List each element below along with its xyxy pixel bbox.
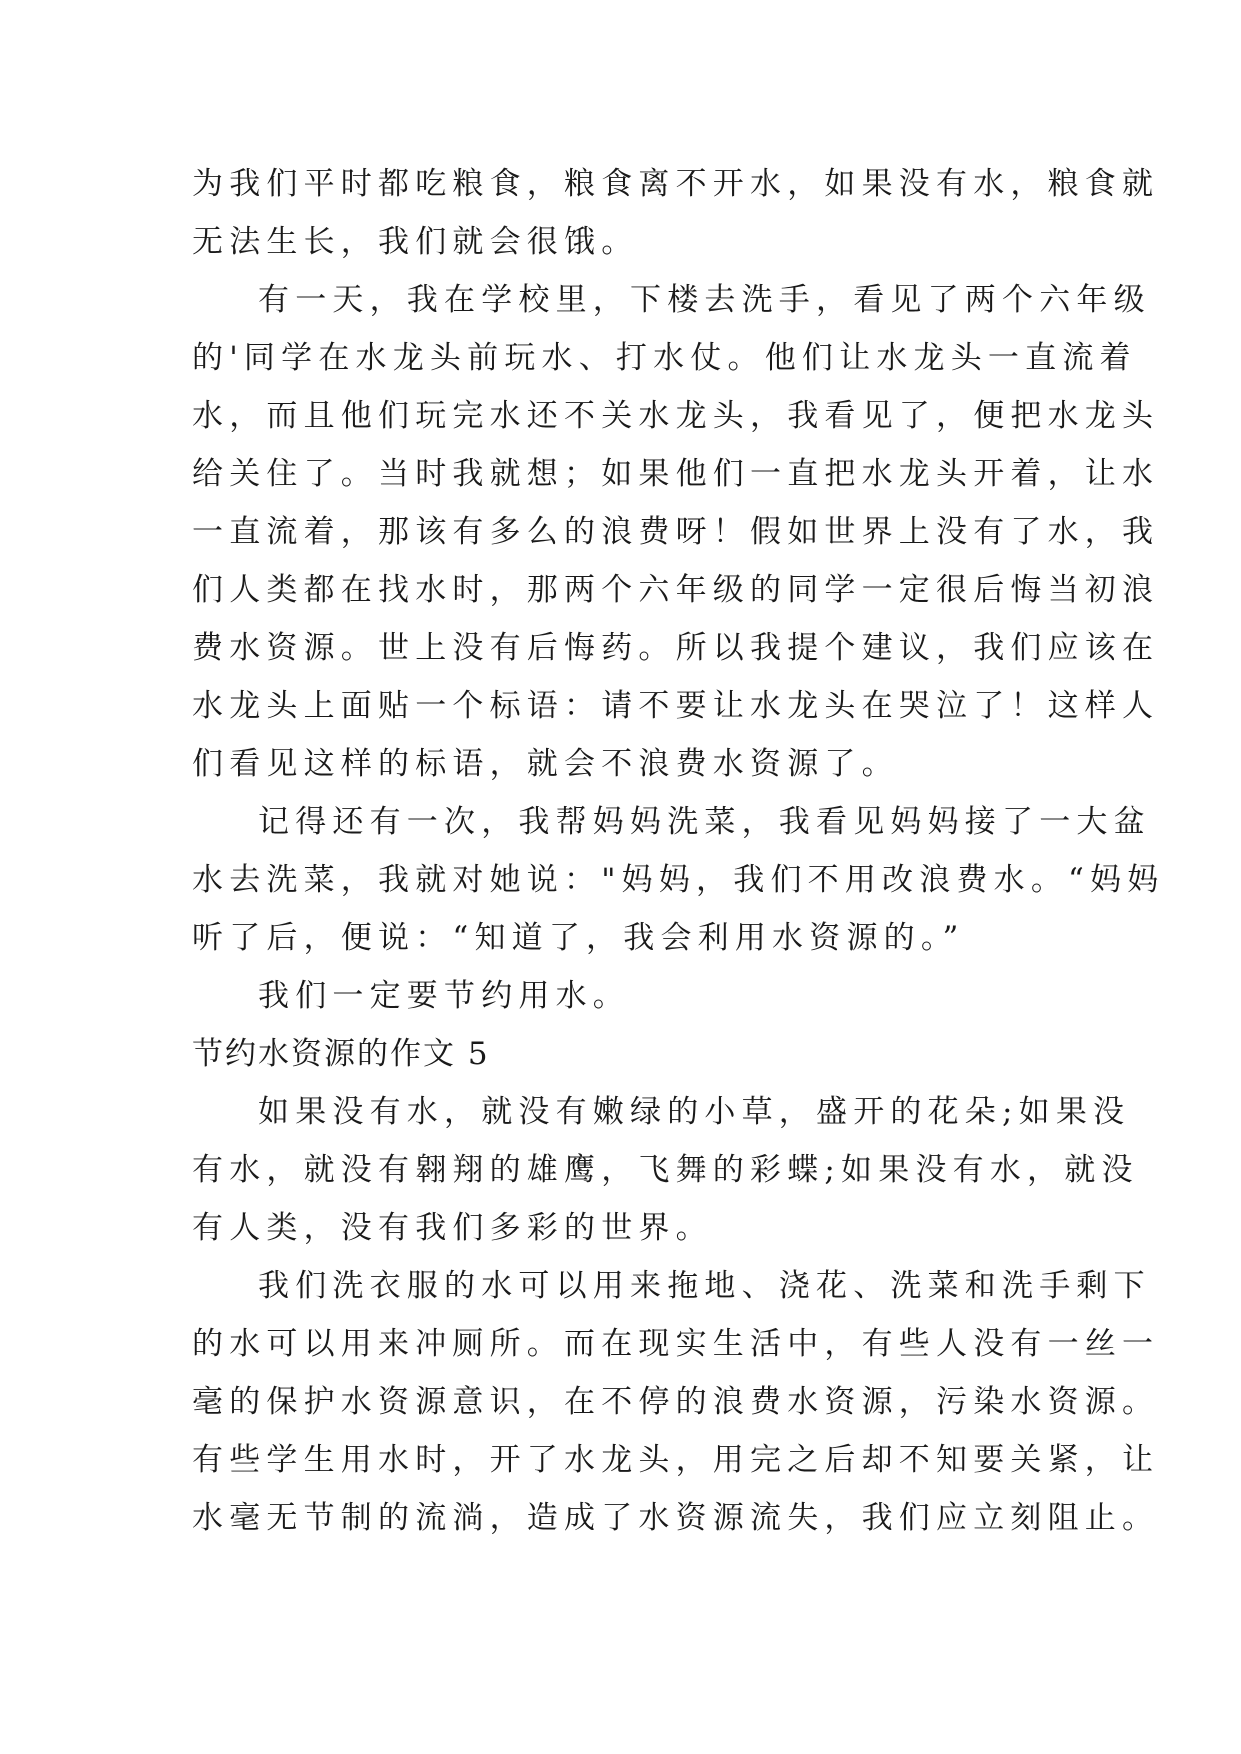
text-line: 的'同学在水龙头前玩水、打水仗。他们让水龙头一直流着 — [192, 340, 1137, 376]
paragraph-start-line: 记得还有一次，我帮妈妈洗菜，我看见妈妈接了一大盆 — [258, 804, 1151, 840]
text-line: 听了后，便说：“知道了，我会利用水资源的。” — [192, 920, 965, 956]
text-line: 水，而且他们玩完水还不关水龙头，我看见了，便把水龙头 — [192, 398, 1160, 434]
text-line: 有人类，没有我们多彩的世界。 — [192, 1210, 713, 1246]
text-line: 给关住了。当时我就想；如果他们一直把水龙头开着，让水 — [192, 456, 1160, 492]
text-line: 有水，就没有翱翔的雄鹰，飞舞的彩蝶;如果没有水，就没 — [192, 1152, 1139, 1188]
section-heading: 节约水资源的作文 5 — [192, 1036, 490, 1072]
text-line: 水龙头上面贴一个标语：请不要让水龙头在哭泣了！这样人 — [192, 688, 1160, 724]
paragraph-start-line: 有一天，我在学校里，下楼去洗手，看见了两个六年级 — [258, 282, 1151, 318]
paragraph-start-line: 我们洗衣服的水可以用来拖地、浇花、洗菜和洗手剩下 — [258, 1268, 1151, 1304]
paragraph-start-line: 我们一定要节约用水。 — [258, 978, 630, 1014]
text-line: 毫的保护水资源意识，在不停的浪费水资源，污染水资源。 — [192, 1384, 1160, 1420]
text-line: 为我们平时都吃粮食，粮食离不开水，如果没有水，粮食就 — [192, 166, 1160, 202]
text-line: 一直流着，那该有多么的浪费呀！假如世界上没有了水，我 — [192, 514, 1160, 550]
text-line: 的水可以用来冲厕所。而在现实生活中，有些人没有一丝一 — [192, 1326, 1160, 1362]
text-line: 有些学生用水时，开了水龙头，用完之后却不知要关紧，让 — [192, 1442, 1160, 1478]
text-line: 水去洗菜，我就对她说："妈妈，我们不用改浪费水。“妈妈 — [192, 862, 1165, 898]
text-line: 们人类都在找水时，那两个六年级的同学一定很后悔当初浪 — [192, 572, 1160, 608]
paragraph-start-line: 如果没有水，就没有嫩绿的小草，盛开的花朵;如果没 — [258, 1094, 1131, 1130]
text-line: 水毫无节制的流淌，造成了水资源流失，我们应立刻阻止。 — [192, 1500, 1160, 1536]
document-page — [192, 155, 1165, 1547]
text-line: 费水资源。世上没有后悔药。所以我提个建议，我们应该在 — [192, 630, 1160, 666]
text-line: 无法生长，我们就会很饿。 — [192, 224, 639, 260]
text-line: 们看见这样的标语，就会不浪费水资源了。 — [192, 746, 899, 782]
